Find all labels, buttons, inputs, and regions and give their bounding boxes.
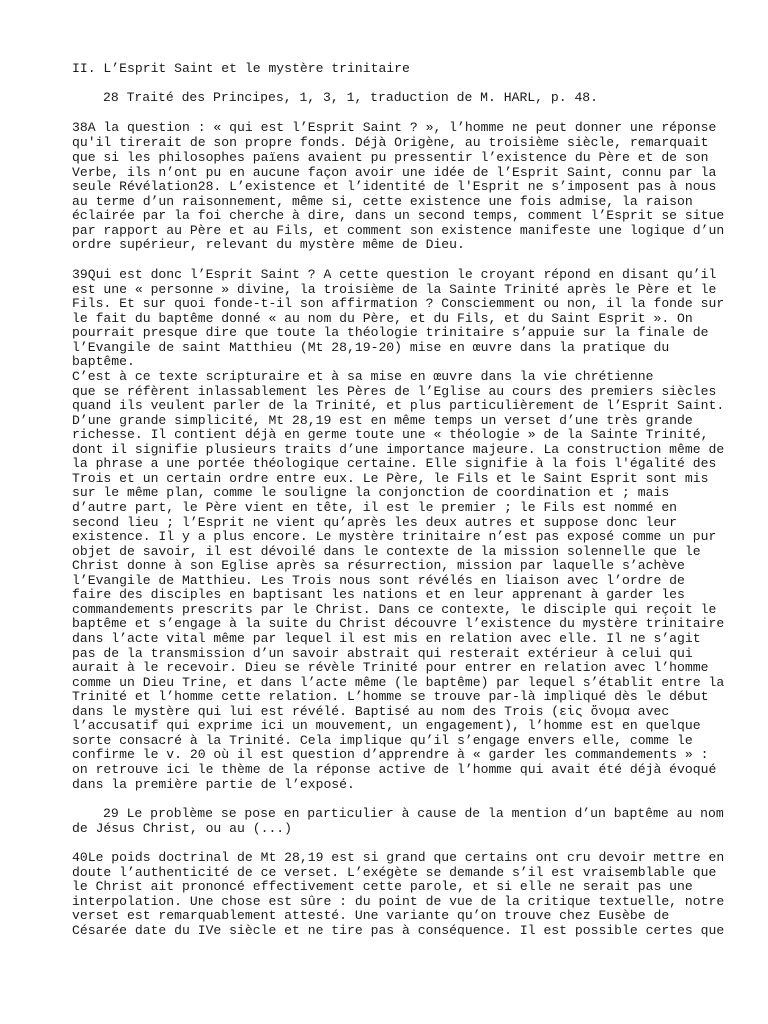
text-line: Trois et un certain ordre entre eux. Le Père, le Fils et le Saint Esprit sont mis	[72, 471, 709, 486]
text-line: 38A la question : « qui est l’Esprit Saint ? », l’homme ne peut donner une réponse	[72, 120, 717, 135]
text-line: d’autre part, le Père vient en tête, il est le premier ; le Fils est nommé en	[72, 500, 678, 515]
text-line: qu'il tirerait de son propre fonds. Déjà Origène, au troisième siècle, remarquait	[72, 135, 709, 150]
text-line: le Christ ait prononcé effectivement cette parole, et si elle ne serait pas une	[72, 879, 693, 894]
text-line: l’accusatif qui exprime ici un mouvement, un engagement), l’homme est en quelque	[72, 718, 701, 733]
text-line: 28 Traité des Principes, 1, 3, 1, traduction de M. HARL, p. 48.	[103, 90, 599, 105]
text-line: que se réfèrent inlassablement les Pères de l’Eglise au cours des premiers siècles	[72, 384, 717, 399]
text-line: dans l’acte vital même par lequel il est mis en relation avec elle. Il ne s’agit	[72, 631, 701, 646]
text-line: ordre supérieur, relevant du mystère même de Dieu.	[72, 237, 465, 252]
text-line: quand ils veulent parler de la Trinité, et plus particulièrement de l’Esprit Saint.	[72, 398, 725, 413]
text-line: 39Qui est donc l’Esprit Saint ? A cette question le croyant répond en disant qu’il	[72, 267, 717, 282]
text-line: existence. Il y a plus encore. Le mystère trinitaire n’est pas exposé comme un pur	[72, 529, 717, 544]
text-line: dans le mystère qui lui est révélé. Baptisé au nom des Trois (εἰς ὄνομα avec	[72, 704, 670, 719]
text-line: 29 Le problème se pose en particulier à cause de la mention d’un baptême au nom	[103, 806, 724, 821]
text-line: Fils. Et sur quoi fonde-t-il son affirmation ? Consciemment ou non, il la fonde sur	[72, 296, 725, 311]
text-line: pas de la transmission d’un savoir abstrait qui resterait extérieur à celui qui	[72, 646, 693, 661]
text-line: interpolation. Une chose est sûre : du point de vue de la critique textuelle, notre	[72, 894, 725, 909]
text-line: seule Révélation28. L’existence et l’identité de l'Esprit ne s’imposent pas à nous	[72, 179, 717, 194]
text-line: pourrait presque dire que toute la théologie trinitaire s’appuie sur la finale de	[72, 325, 709, 340]
text-line: verset est remarquablement attesté. Une variante qu’on trouve chez Eusèbe de	[72, 908, 670, 923]
text-line: sur le même plan, comme le souligne la conjonction de coordination et ; mais	[72, 485, 670, 500]
text-line: Verbe, ils n’ont pu en aucune façon avoir une idée de l’Esprit Saint, connu par la	[72, 165, 717, 180]
text-line: éclairée par la foi cherche à dire, dans un second temps, comment l’Esprit se situe	[72, 208, 725, 223]
text-line: la phrase a une portée théologique certaine. Elle signifie à la fois l'égalité des	[72, 456, 717, 471]
text-line: II. L’Esprit Saint et le mystère trinitaire	[72, 61, 410, 76]
text-line: baptême et s’engage à la suite du Christ découvre l’existence du mystère trinitaire	[72, 616, 725, 631]
text-line: faire des disciples en baptisant les nations et en leur apprenant à garder les	[72, 587, 685, 602]
text-line: par rapport au Père et au Fils, et comment son existence manifeste une logique d’un	[72, 223, 725, 238]
text-line: doute l’authenticité de ce verset. L’exégète se demande s’il est vraisemblable que	[72, 865, 717, 880]
text-line: Christ donne à son Eglise après sa résurrection, mission par laquelle s’achève	[72, 558, 685, 573]
text-line: le fait du baptême donné « au nom du Père, et du Fils, et du Saint Esprit ». On	[72, 311, 693, 326]
text-line: richesse. Il contient déjà en germe toute une « théologie » de la Sainte Trinité,	[72, 427, 709, 442]
text-line: comme un Dieu Trine, et dans l’acte même (le baptême) par lequel s’établit entre la	[72, 675, 725, 690]
text-line: est une « personne » divine, la troisième de la Sainte Trinité après le Père et le	[72, 282, 717, 297]
text-line: confirme le v. 20 où il est question d’apprendre à « garder les commandements » :	[72, 747, 709, 762]
text-line: dans la première partie de l’exposé.	[72, 777, 355, 792]
text-line: que si les philosophes païens avaient pu pressentir l’existence du Père et de son	[72, 150, 709, 165]
text-line: on retrouve ici le thème de la réponse active de l’homme qui avait été déjà évoqué	[72, 762, 717, 777]
text-line: l’Evangile de saint Matthieu (Mt 28,19-20) mise en œuvre dans la pratique du	[72, 340, 670, 355]
text-line: aurait à le recevoir. Dieu se révèle Trinité pour entrer en relation avec l’homme	[72, 660, 709, 675]
text-line: 40Le poids doctrinal de Mt 28,19 est si grand que certains ont cru devoir mettre en	[72, 850, 725, 865]
text-line: C’est à ce texte scripturaire et à sa mise en œuvre dans la vie chrétienne	[72, 369, 654, 384]
text-line: Césarée date du IVe siècle et ne tire pas à conséquence. Il est possible certes que	[72, 923, 725, 938]
text-line: l’Evangile de Matthieu. Les Trois nous sont révélés en liaison avec l’ordre de	[72, 573, 685, 588]
text-line: baptême.	[72, 354, 135, 369]
text-line: Trinité et l’homme cette relation. L’homme se trouve par-là impliqué dès le début	[72, 689, 709, 704]
text-line: D’une grande simplicité, Mt 28,19 est en même temps un verset d’une très grande	[72, 413, 693, 428]
text-line: commandements prescrits par le Christ. Dans ce contexte, le disciple qui reçoit le	[72, 602, 717, 617]
text-line: second lieu ; l’Esprit ne vient qu’après les deux autres et suppose donc leur	[72, 515, 678, 530]
text-line: de Jésus Christ, ou au (...)	[72, 821, 293, 836]
text-line: objet de savoir, il est dévoilé dans le contexte de la mission solennelle que le	[72, 544, 701, 559]
text-line: au terme d’un raisonnement, même si, cette existence une fois admise, la raison	[72, 194, 693, 209]
text-line: sorte consacré à la Trinité. Cela implique qu’il s’engage envers elle, comme le	[72, 733, 693, 748]
text-line: dont il signifie plusieurs traits d’une importance majeure. La construction même de	[72, 442, 725, 457]
